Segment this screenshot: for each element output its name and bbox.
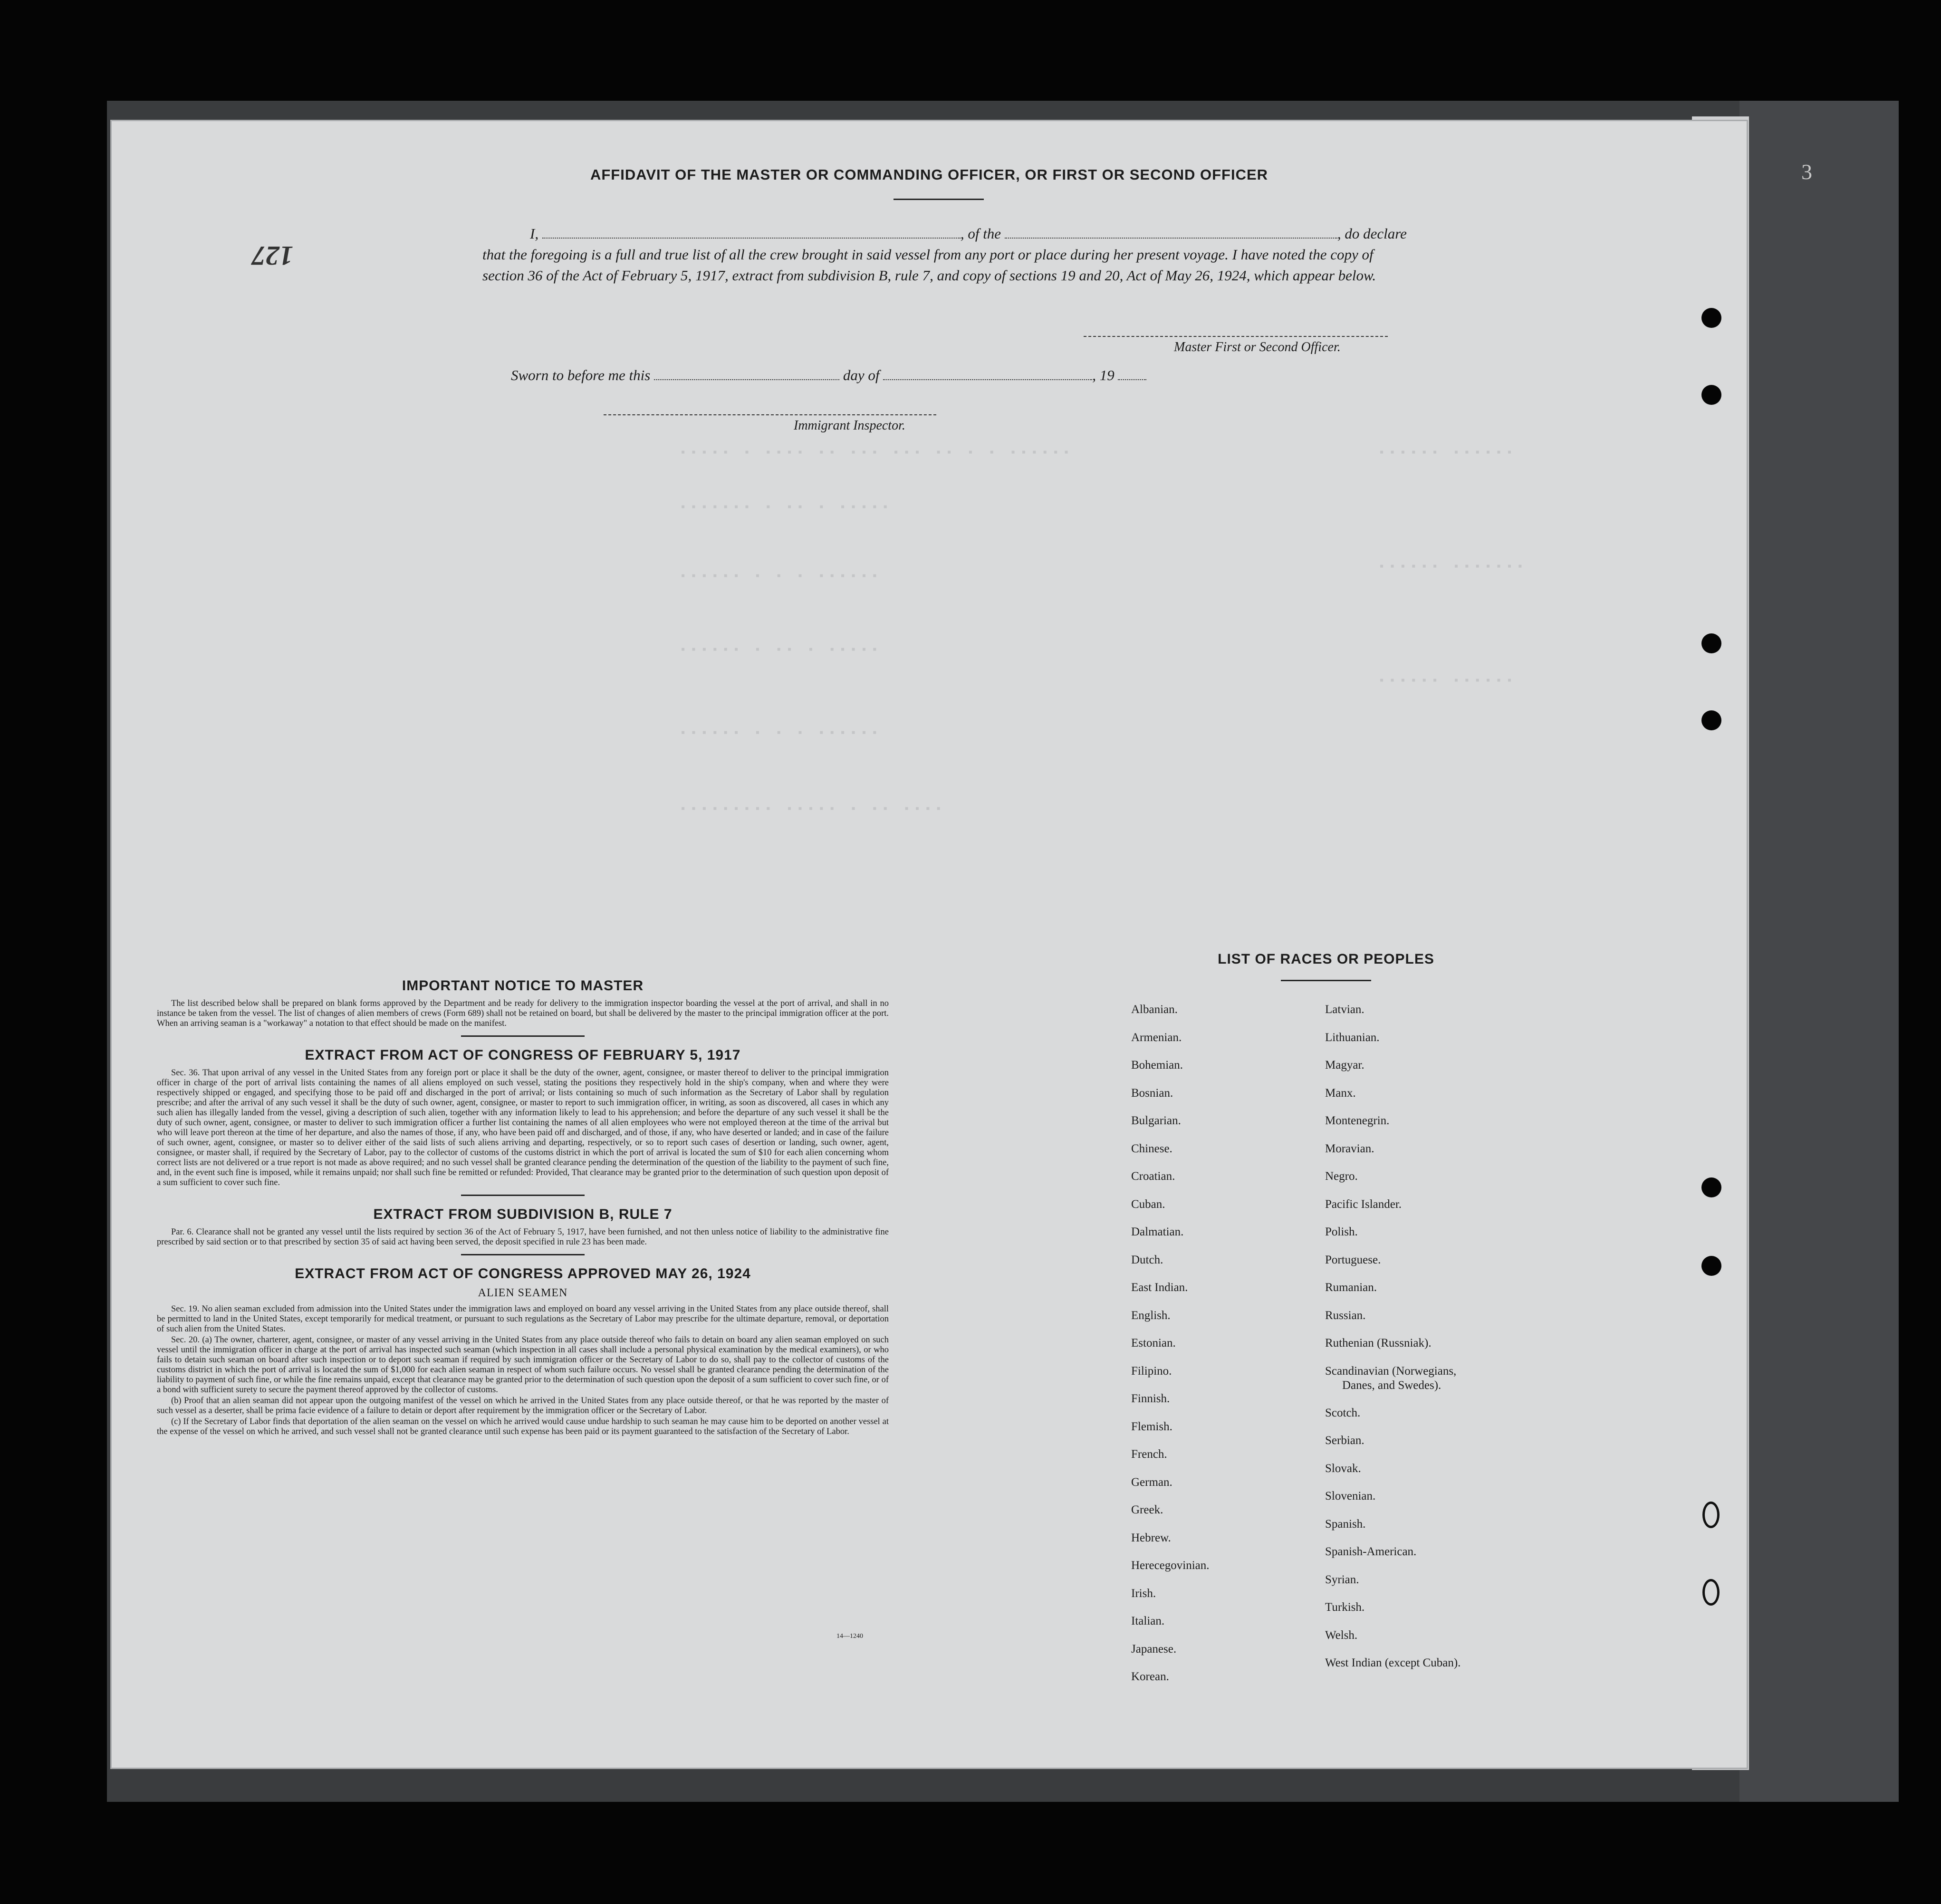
stamp-number: 127 <box>252 240 293 271</box>
race-item: Latvian. <box>1325 1003 1364 1016</box>
race-item: Dutch. <box>1131 1253 1163 1266</box>
race-item: Herecegovinian. <box>1131 1559 1210 1572</box>
extract-1924-sec20a: Sec. 20. (a) The owner, charterer, agent, consignee, or master of any vessel arriving in the United States from any place outside thereof who fails to detain on board any alien seaman employed on such vessel until the immigration officer in charge at the port of arrival has inspected such seaman (which inspection in all cases shall include a personal physical examination by the medical examiners), or who fails to detain such seaman on board after such inspection or to deport such seaman if required by such immigration officer or the Secretary of Labor to do so, shall pay to the collector of customs of the customs district in which the port of arrival is located the sum of $1,000 for each alien seaman in respect of whom such failure occurs. No vessel shall be granted clearance pending the determination of the liability to payment of such fine, or while the fine remains unpaid, except that clearance may be granted prior to the determination of such question upon the deposit of a sum sufficient to cover such fine, or of a bond with sufficient surety to secure the payment thereof approved by the collector of customs. <box>157 1335 889 1395</box>
bleed-through-text: ▪▪▪▪▪▪▪ ▪ ▪▪ ▪ ▪▪▪▪▪ <box>680 501 893 514</box>
race-item: Croatian. <box>1131 1170 1175 1183</box>
sworn-month-blank[interactable] <box>883 379 1092 380</box>
bleed-through-text: ▪▪▪▪▪▪ ▪ ▪▪ ▪ ▪▪▪▪▪ <box>680 644 882 657</box>
inspector-label: Immigrant Inspector. <box>794 418 905 433</box>
race-item: Finnish. <box>1131 1392 1170 1405</box>
name-blank[interactable] <box>542 238 961 239</box>
race-item: Ruthenian (Russniak). <box>1325 1337 1432 1349</box>
race-item: Slovenian. <box>1325 1490 1376 1502</box>
race-item: Manx. <box>1325 1086 1356 1100</box>
race-item: Lithuanian. <box>1325 1031 1380 1044</box>
bleed-through-text: ▪▪▪▪▪▪ ▪ ▪ ▪ ▪▪▪▪▪▪ <box>680 727 882 740</box>
bleed-through-text: ▪▪▪▪▪▪▪▪▪ ▪▪▪▪▪ ▪ ▪▪ ▪▪▪▪ <box>680 803 946 816</box>
affidavit-i-label: I, <box>530 225 539 242</box>
title-rule <box>894 199 984 200</box>
extract-1917-text: Sec. 36. That upon arrival of any vessel in the United States from any foreign port or place it shall be the duty of the owner, agent, consignee, or master thereof to deliver to the principal immigration officer in charge of the port of arrival lists containing the names of all aliens employed on such vessel, stating the positions they respectively hold in the ship's company, when and where they were respectively shipped or engaged, and specifying those to be paid off and discharged in the port of arrival; or lists containing so much of such information as the Secretary of Labor shall by regulation prescribe; and after the arrival of any such vessel it shall be the duty of such owner, agent, consignee, or master to report to such immigration officer, in writing, as soon as discovered, all cases in which any such alien has illegally landed from the vessel, giving a description of such alien, together with any information likely to lead to his apprehension; and before the departure of any such vessel it shall be the duty of such owner, agent, consignee, or master to deliver to such immigration officer a further list containing the names of all alien employees who were not employed thereon at the time of the arrival but who will leave port thereon at the time of her departure, and also the names of those, if any, who have been paid off and discharged, and of those, if any, who have deserted or landed; and in case of the failure of such owner, agent, consignee, or master so to deliver either of the said lists of such aliens arriving and departing, respectively, or so to report such cases of desertion or landing, such owner, agent, consignee, or master shall, if required by the Secretary of Labor, pay to the collector of customs of the customs district in which the port of arrival is located the sum of $10 for each alien concerning whom correct lists are not delivered or a true report is not made as above required; and no such vessel shall be granted clearance pending the determination of the question of the liability to the payment of such fine, and, in the event such fine is imposed, while it remains unpaid; nor shall such fine be remitted or refunded: Provided, That clearance may be granted prior to the determination of such question upon deposit of a sum sufficient to cover such fine. <box>157 1068 889 1187</box>
race-item: West Indian (except Cuban). <box>1325 1656 1461 1669</box>
races-right-column <box>1325 996 1461 1677</box>
affidavit-body-block <box>482 223 1409 286</box>
race-item: Slovak. <box>1325 1462 1361 1475</box>
signature-line[interactable] <box>1084 336 1388 337</box>
sworn-day-blank[interactable] <box>654 379 839 380</box>
vessel-blank[interactable] <box>1005 238 1337 239</box>
bleed-through-text: ▪▪▪▪▪▪ ▪ ▪ ▪ ▪▪▪▪▪▪ <box>680 570 882 583</box>
race-item: Dalmatian. <box>1131 1225 1184 1238</box>
affidavit-body: that the foregoing is a full and true list of all the crew brought in said vessel from any port or place during her present voyage. I have noted the copy of section 36 of the Act of February 5, 1917, extract from subdivision B, rule 7, and copy of sections 19 and 20, Act of May 26, 1924, which appear below. <box>482 246 1376 284</box>
race-item: Rumanian. <box>1325 1281 1377 1294</box>
race-item: Armenian. <box>1131 1031 1182 1044</box>
race-item: Albanian. <box>1131 1003 1178 1016</box>
binding-ring <box>1702 1502 1720 1528</box>
race-item: Flemish. <box>1131 1420 1172 1433</box>
affidavit-declaration-line <box>482 223 1409 244</box>
sworn-line <box>511 367 1146 384</box>
sheet-number: 3 <box>1801 160 1812 184</box>
race-item: Estonian. <box>1131 1337 1176 1349</box>
race-item: Scandinavian (Norwegians, <box>1325 1364 1457 1378</box>
race-item: Turkish. <box>1325 1601 1365 1614</box>
day-of-label: day of <box>843 367 880 383</box>
section-rule <box>461 1195 585 1196</box>
races-title-rule <box>1281 980 1371 981</box>
notice-text: The list described below shall be prepared on blank forms approved by the Department and be ready for delivery to the immigration inspector boarding the vessel at the port of arrival, and shall in no instance be taken from the vessel. The list of changes of alien members of crews (Form 689) shall not be retained on board, but shall be delivered by the master to the principal immigration officer at the port. When an arriving seaman is a "workaway" a notation to that effect should be made on the manifest. <box>157 999 889 1028</box>
race-item: Montenegrin. <box>1325 1114 1390 1127</box>
bleed-through-text: ▪▪▪▪▪▪ ▪▪▪▪▪▪▪ <box>1378 561 1528 574</box>
section-rule <box>461 1254 585 1255</box>
signature-label: Master First or Second Officer. <box>1174 340 1341 354</box>
race-item: Polish. <box>1325 1225 1358 1238</box>
race-item: East Indian. <box>1131 1281 1188 1294</box>
race-item: Danes, and Swedes). <box>1342 1378 1441 1392</box>
race-item: Spanish. <box>1325 1517 1366 1531</box>
race-item: Korean. <box>1131 1670 1169 1683</box>
important-notice <box>157 978 889 1437</box>
race-item: Irish. <box>1131 1587 1156 1600</box>
race-item: Chinese. <box>1131 1142 1172 1155</box>
race-item: Scotch. <box>1325 1406 1361 1419</box>
race-item: Magyar. <box>1325 1059 1364 1072</box>
race-item: German. <box>1131 1475 1172 1489</box>
race-item: Portuguese. <box>1325 1253 1381 1266</box>
extract-1924-title: EXTRACT FROM ACT OF CONGRESS APPROVED MAY 26, 1924 <box>295 1266 751 1282</box>
punch-hole <box>1701 385 1721 405</box>
race-item: Italian. <box>1131 1615 1165 1627</box>
bleed-through-text: ▪▪▪▪▪▪ ▪▪▪▪▪▪ <box>1378 447 1517 459</box>
bleed-through-text: ▪▪▪▪▪ ▪ ▪▪▪▪ ▪▪ ▪▪▪ ▪▪▪ ▪▪ ▪ ▪ ▪▪▪▪▪▪ <box>680 447 1074 459</box>
affidavit-declare-label: , do declare <box>1337 225 1407 242</box>
race-item: Pacific Islander. <box>1325 1197 1402 1211</box>
punch-hole <box>1701 710 1721 730</box>
punch-hole <box>1701 1256 1721 1276</box>
race-item: Syrian. <box>1325 1573 1359 1586</box>
race-item: Hebrew. <box>1131 1531 1171 1544</box>
binding-strip <box>1739 101 1899 1802</box>
extract-rule7-title: EXTRACT FROM SUBDIVISION B, RULE 7 <box>373 1206 673 1222</box>
punch-hole <box>1701 1177 1721 1197</box>
alien-seamen-subtitle: ALIEN SEAMEN <box>478 1287 568 1299</box>
race-item: Negro. <box>1325 1170 1358 1183</box>
races-title: LIST OF RACES OR PEOPLES <box>1218 951 1434 967</box>
race-item: Moravian. <box>1325 1142 1374 1155</box>
extract-1924-sec19: Sec. 19. No alien seaman excluded from admission into the United States under the immigration laws and employed on board any vessel arriving in the United States from any place outside thereof, shall be permitted to land in the United States, except temporarily for medical treatment, or pursuant to such regulations as the Secretary of Labor may prescribe for the ultimate departure, removal, or deportation of such alien from the United States. <box>157 1304 889 1334</box>
race-item: Greek. <box>1131 1503 1163 1516</box>
race-item: Filipino. <box>1131 1364 1172 1378</box>
punch-hole <box>1701 633 1721 653</box>
extract-1924-sec20c: (c) If the Secretary of Labor finds that deportation of the alien seaman on the vessel on which he arrived would cause undue hardship to such seaman he may cause him to be deported on another vessel at the expense of the vessel on which he arrived, and such vessel shall not be granted clearance until such expense has been paid or its payment guaranteed to the satisfaction of the Secretary of Labor. <box>157 1417 889 1436</box>
affidavit-of-the-label: , of the <box>960 225 1001 242</box>
inspector-signature-line[interactable] <box>604 414 936 415</box>
race-item: Serbian. <box>1325 1434 1364 1447</box>
race-item: Bulgarian. <box>1131 1114 1181 1127</box>
section-rule <box>461 1035 585 1037</box>
race-item: Japanese. <box>1131 1642 1177 1655</box>
sworn-label: Sworn to before me this <box>511 367 651 383</box>
affidavit-title: AFFIDAVIT OF THE MASTER OR COMMANDING OFFICER, OR FIRST OR SECOND OFFICER <box>590 166 1268 183</box>
extract-1917-title: EXTRACT FROM ACT OF CONGRESS OF FEBRUARY 5, 1917 <box>305 1047 741 1063</box>
races-left-column <box>1131 996 1210 1691</box>
binding-ring <box>1702 1579 1720 1606</box>
notice-title: IMPORTANT NOTICE TO MASTER <box>402 978 644 994</box>
race-item: Spanish-American. <box>1325 1545 1417 1558</box>
race-item: Russian. <box>1325 1309 1366 1322</box>
race-item: Welsh. <box>1325 1628 1358 1642</box>
year-label: , 19 <box>1092 367 1115 383</box>
bleed-through-text: ▪▪▪▪▪▪ ▪▪▪▪▪▪ <box>1378 675 1517 688</box>
punch-hole <box>1701 308 1721 328</box>
extract-rule7-text: Par. 6. Clearance shall not be granted any vessel until the lists required by section 36 of the Act of February 5, 1917, have been furnished, and not then unless notice of liability to the administrative fine prescribed by said section or to that prescribed by section 35 of said act having been served, the deposit specified in rule 23 has been made. <box>157 1227 889 1247</box>
form-number: 14—1240 <box>836 1633 863 1640</box>
sworn-year-blank[interactable] <box>1118 379 1146 380</box>
race-item: Bohemian. <box>1131 1059 1183 1072</box>
race-item: Cuban. <box>1131 1197 1165 1211</box>
race-item: English. <box>1131 1309 1171 1322</box>
extract-1924-sec20b: (b) Proof that an alien seaman did not appear upon the outgoing manifest of the vessel on which he arrived in the United States from any place outside thereof, or that he was reported by the master of such vessel as a deserter, shall be prima facie evidence of a failure to detain or deport after requirement by the immigration officer or the Secretary of Labor. <box>157 1396 889 1416</box>
race-item: Bosnian. <box>1131 1086 1173 1100</box>
race-item: French. <box>1131 1448 1167 1461</box>
